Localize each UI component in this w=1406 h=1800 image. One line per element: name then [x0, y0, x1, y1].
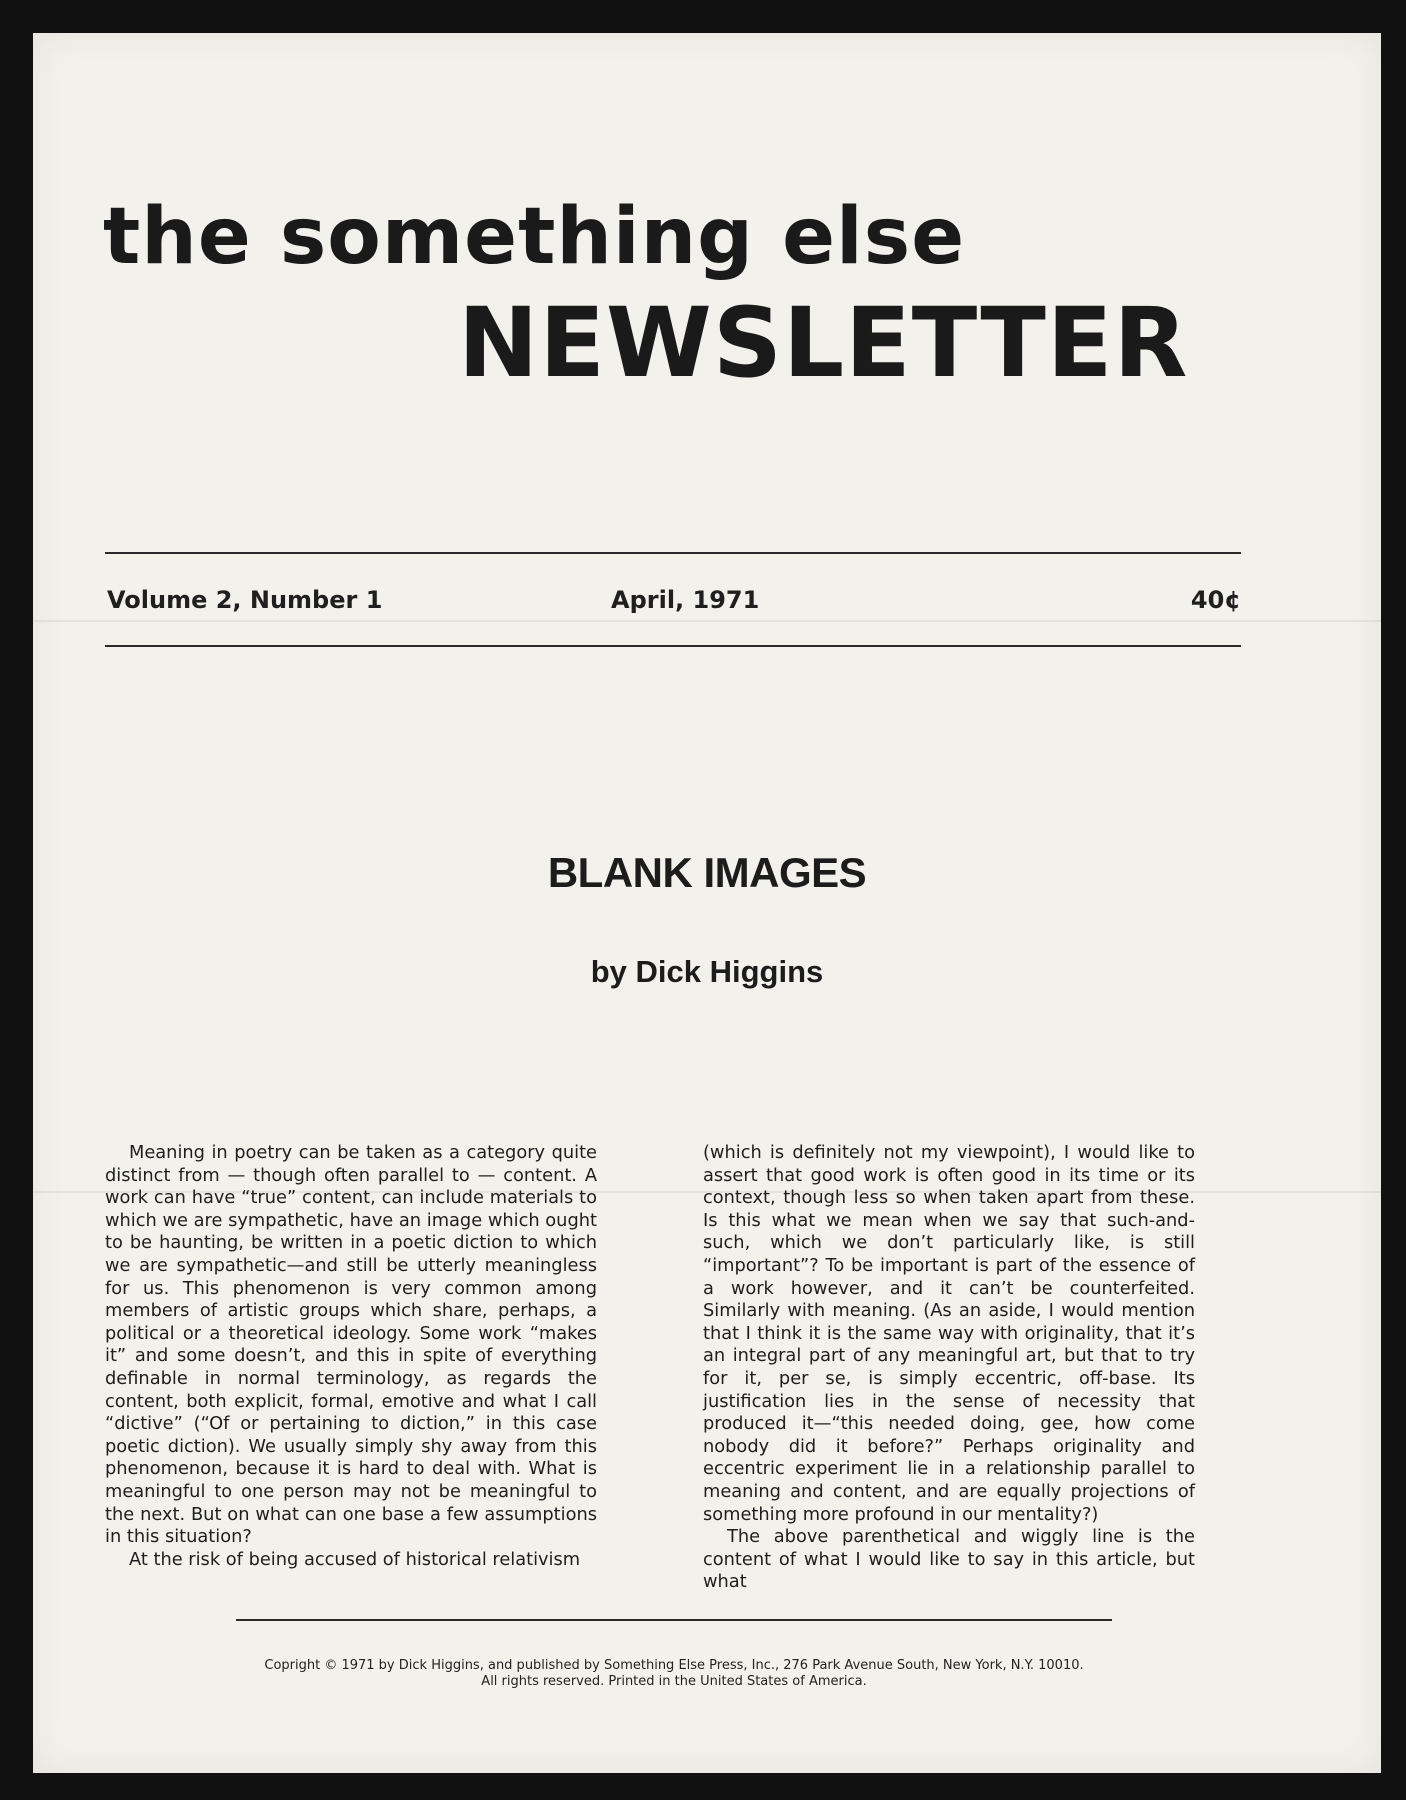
article-byline: by Dick Higgins [590, 954, 824, 989]
issue-volume: Volume 2, Number 1 [107, 586, 383, 614]
copyright-line-2: All rights reserved. Printed in the United States of America. [481, 1674, 867, 1689]
article-column-right [703, 1142, 1195, 1594]
copyright-line-1: Copright © 1971 by Dick Higgins, and published by Something Else Press, Inc., 276 Park Avenue South, New York, N.Y. 10010. [264, 1658, 1084, 1673]
paper-fold-line [33, 620, 1381, 622]
article-column-left [105, 1142, 597, 1571]
footer-rule [236, 1619, 1112, 1621]
issue-price: 40¢ [1190, 586, 1241, 614]
paragraph: The above parenthetical and wiggly line is the content of what I would like to say in this article, but what [703, 1526, 1195, 1593]
masthead-line-1: the something else [103, 192, 966, 282]
masthead-line-2: NEWSLETTER [458, 287, 1189, 399]
header-rule-top [105, 552, 1241, 554]
paragraph: (which is definitely not my viewpoint), I would like to assert that good work is often good in its time or its context, though less so when taken apart from these. Is this what we mean when we say that such-and-such, which we don’t particularly like, is still “important”? To be important is part of the essence of a work however, and it can’t be counterfeited. Similarly with meaning. (As an aside, I would mention that I think it is the same way with originality, that it’s an integral part of any meaningful art, but that to try for it, per se, is simply eccentric, off-base. Its justification lies in the sense of necessity that produced it—“this needed doing, gee, how come nobody did it before?” Perhaps originality and eccentric experiment lie in a relationship parallel to meaning and content, and are equally projections of something more profound in our mentality?) [703, 1142, 1195, 1525]
copyright-notice [33, 1658, 1315, 1690]
newsletter-page [33, 33, 1381, 1773]
paragraph: Meaning in poetry can be taken as a category quite distinct from — though often parallel to — content. A work can have “true” content, can include materials to which we are sympathetic, have an image which ought to be haunting, be written in a poetic diction to which we are sympathetic—and still be utterly meaningless for us. This phenomenon is very common among members of artistic groups which share, perhaps, a political or a theoretical ideology. Some work “makes it” and some doesn’t, and this in spite of everything definable in normal terminology, as regards the content, both explicit, formal, emotive and what I call “dictive” (“Of or pertaining to diction,” in this case poetic diction). We usually simply shy away from this phenomenon, because it is hard to deal with. What is meaningful to one person may not be meaningful to the next. But on what can one base a few assumptions in this situation? [105, 1142, 597, 1548]
header-rule-bottom [105, 645, 1241, 647]
paragraph: At the risk of being accused of historical relativism [129, 1548, 581, 1570]
issue-date: April, 1971 [611, 586, 760, 614]
article-title: BLANK IMAGES [547, 849, 867, 896]
